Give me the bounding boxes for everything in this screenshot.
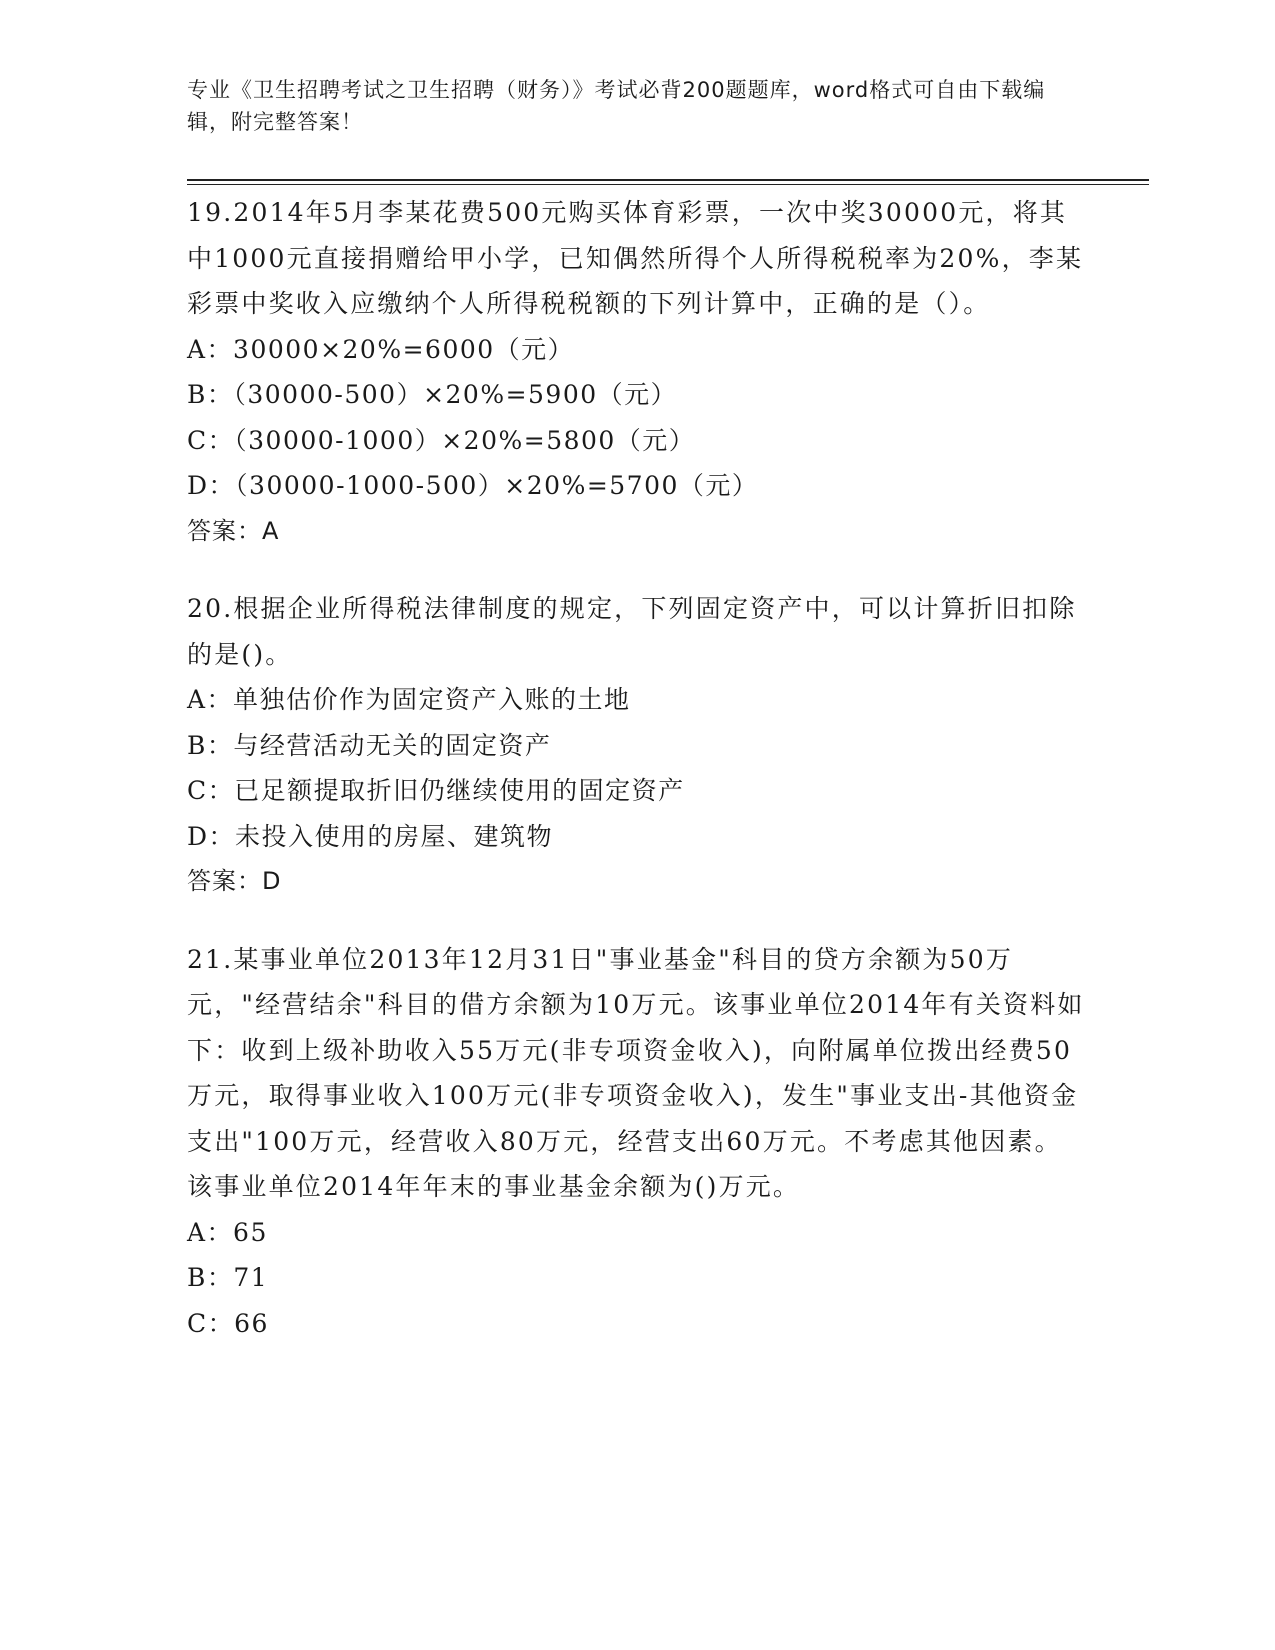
document-header: 专业《卫生招聘考试之卫生招聘（财务）》考试必背200题题库，word格式可自由下载编辑，附完整答案！ [187,78,1046,134]
question-text: 21.某事业单位2013年12月31日"事业基金"科目的贷方余额为50万元，"经营结余"科目的借方余额为10万元。该事业单位2014年有关资料如下：收到上级补助收入55万元(非专项资金收入)，向附属单位拨出经费50万元，取得事业收入100万元(非专项资金收入)，发生"事业支出-其他资金支出"100万元，经营收入80万元，经营支出60万元。不考虑其他因素。该事业单位2014年年末的事业基金余额为()万元。 [187,944,1085,1201]
question-text: 19.2014年5月李某花费500元购买体育彩票，一次中奖30000元，将其中1000元直接捐赠给甲小学，已知偶然所得个人所得税税率为20%，李某彩票中奖收入应缴纳个人所得税税额的下列计算中，正确的是（）。 [187,198,1084,318]
option-b: B：与经营活动无关的固定资产 [187,730,552,760]
option-a: A：30000×20%=6000（元） [187,334,575,364]
header-divider-thin [187,184,1149,185]
option-d: D：（30000-1000-500）×20%=5700（元） [187,471,759,500]
option-d: D：未投入使用的房屋、建筑物 [187,821,554,851]
answer-label: 答案：D [187,867,282,895]
option-b: B：（30000-500）×20%=5900（元） [187,380,678,409]
question-21 [187,937,1087,1347]
question-20 [187,586,1087,905]
option-b: B：71 [187,1263,269,1292]
answer-label: 答案：A [187,516,280,545]
question-list [187,190,1087,1378]
option-c: C：66 [187,1308,269,1338]
option-a: A：65 [187,1217,268,1247]
option-c: C：已足额提取折旧仍继续使用的固定资产 [187,776,685,805]
question-19 [187,190,1087,554]
header-divider-thick [187,179,1149,181]
option-a: A：单独估价作为固定资产入账的土地 [187,685,631,714]
question-text: 20.根据企业所得税法律制度的规定，下列固定资产中，可以计算折旧扣除的是()。 [187,594,1077,669]
option-c: C：（30000-1000）×20%=5800（元） [187,425,696,455]
